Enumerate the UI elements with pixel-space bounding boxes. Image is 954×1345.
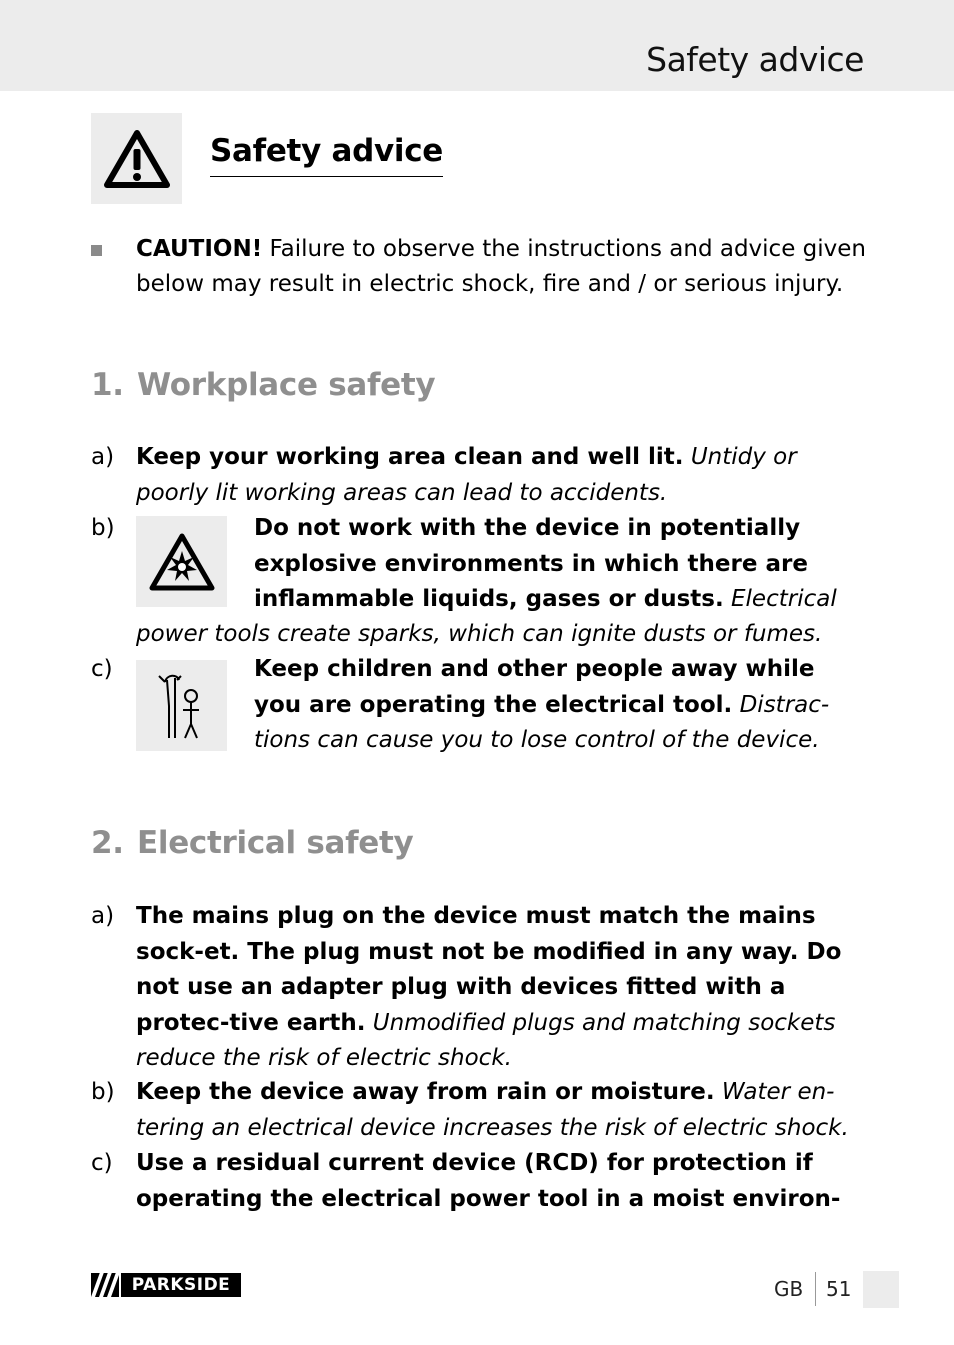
heading-number: 2. (91, 825, 124, 861)
item-italic-text: Untidy or poorly lit working areas can lead to accidents. (136, 444, 797, 506)
warning-triangle-icon (104, 130, 170, 188)
explosion-hazard-icon (149, 533, 215, 591)
list-item-workplace-c (254, 652, 864, 759)
item-letter: a) (91, 903, 115, 929)
item-italic-text: Electrical (723, 586, 837, 612)
section-title: Safety advice (210, 133, 443, 177)
list-item-workplace-a (91, 440, 871, 511)
heading-workplace-safety (91, 367, 435, 403)
item-letter: b) (91, 1079, 115, 1105)
item-letter: a) (91, 444, 115, 470)
caution-paragraph (91, 232, 871, 302)
footer-divider (815, 1272, 816, 1306)
explosion-hazard-icon-box (136, 516, 227, 607)
item-bold-text: Keep the device away from rain or moisture. (136, 1079, 715, 1105)
caution-label: CAUTION! (136, 236, 263, 262)
item-letter: b) (91, 515, 115, 541)
list-item-electrical-b (91, 1075, 871, 1146)
footer-language: GB (774, 1277, 804, 1301)
item-bold-text: Keep children and other people away while you are operating the electrical tool. (254, 656, 815, 718)
heading-electrical-safety (91, 825, 413, 861)
logo-slashes-icon (91, 1273, 119, 1297)
item-bold-text: Do not work with the device in potentially explosive environments in which there are inflammable liquids, gases or dusts. (254, 515, 808, 612)
item-italic-text: Unmodified plugs and matching sockets reduce the risk of electric shock. (136, 1009, 836, 1071)
logo-text: PARKSIDE (119, 1273, 241, 1297)
item-bold-text: Use a residual current device (RCD) for protection if operating the electrical power tool in a moist environ- (136, 1150, 841, 1212)
caution-text: Failure to observe the instructions and advice given below may result in electric shock, fire and / or serious injury. (136, 236, 866, 297)
heading-text: Workplace safety (137, 367, 436, 403)
keep-children-away-icon (147, 666, 217, 746)
warning-icon-box (91, 113, 182, 204)
item-italic-text: power tools create sparks, which can ignite dusts or fumes. (136, 621, 823, 647)
item-italic-text: Water en-tering an electrical device increases the risk of electric shock. (136, 1079, 849, 1141)
list-item-electrical-a (91, 899, 871, 1077)
page-header-title: Safety advice (646, 40, 864, 79)
item-letter: c) (91, 656, 113, 682)
heading-number: 1. (91, 367, 124, 403)
footer-tab-marker (863, 1271, 899, 1308)
item-italic-text: tions can cause you to lose control of the device. (254, 727, 820, 753)
footer-page-number: 51 (826, 1277, 852, 1301)
list-item-workplace-b-cont (136, 617, 876, 653)
item-letter: c) (91, 1150, 113, 1176)
list-item-workplace-b (254, 511, 854, 618)
list-item-electrical-c (91, 1146, 871, 1217)
parkside-logo (91, 1273, 241, 1297)
heading-text: Electrical safety (137, 825, 414, 861)
item-bold-text: The mains plug on the device must match the mains sock-et. The plug must not be modified in any way. Do not use an adapter plug with devices fitted with a protec-tive earth. (136, 903, 842, 1036)
item-bold-text: Keep your working area clean and well lit. (136, 444, 684, 470)
keep-children-away-icon-box (136, 660, 227, 751)
item-italic-text: Distrac- (732, 691, 830, 718)
bullet-square-icon (91, 245, 102, 256)
